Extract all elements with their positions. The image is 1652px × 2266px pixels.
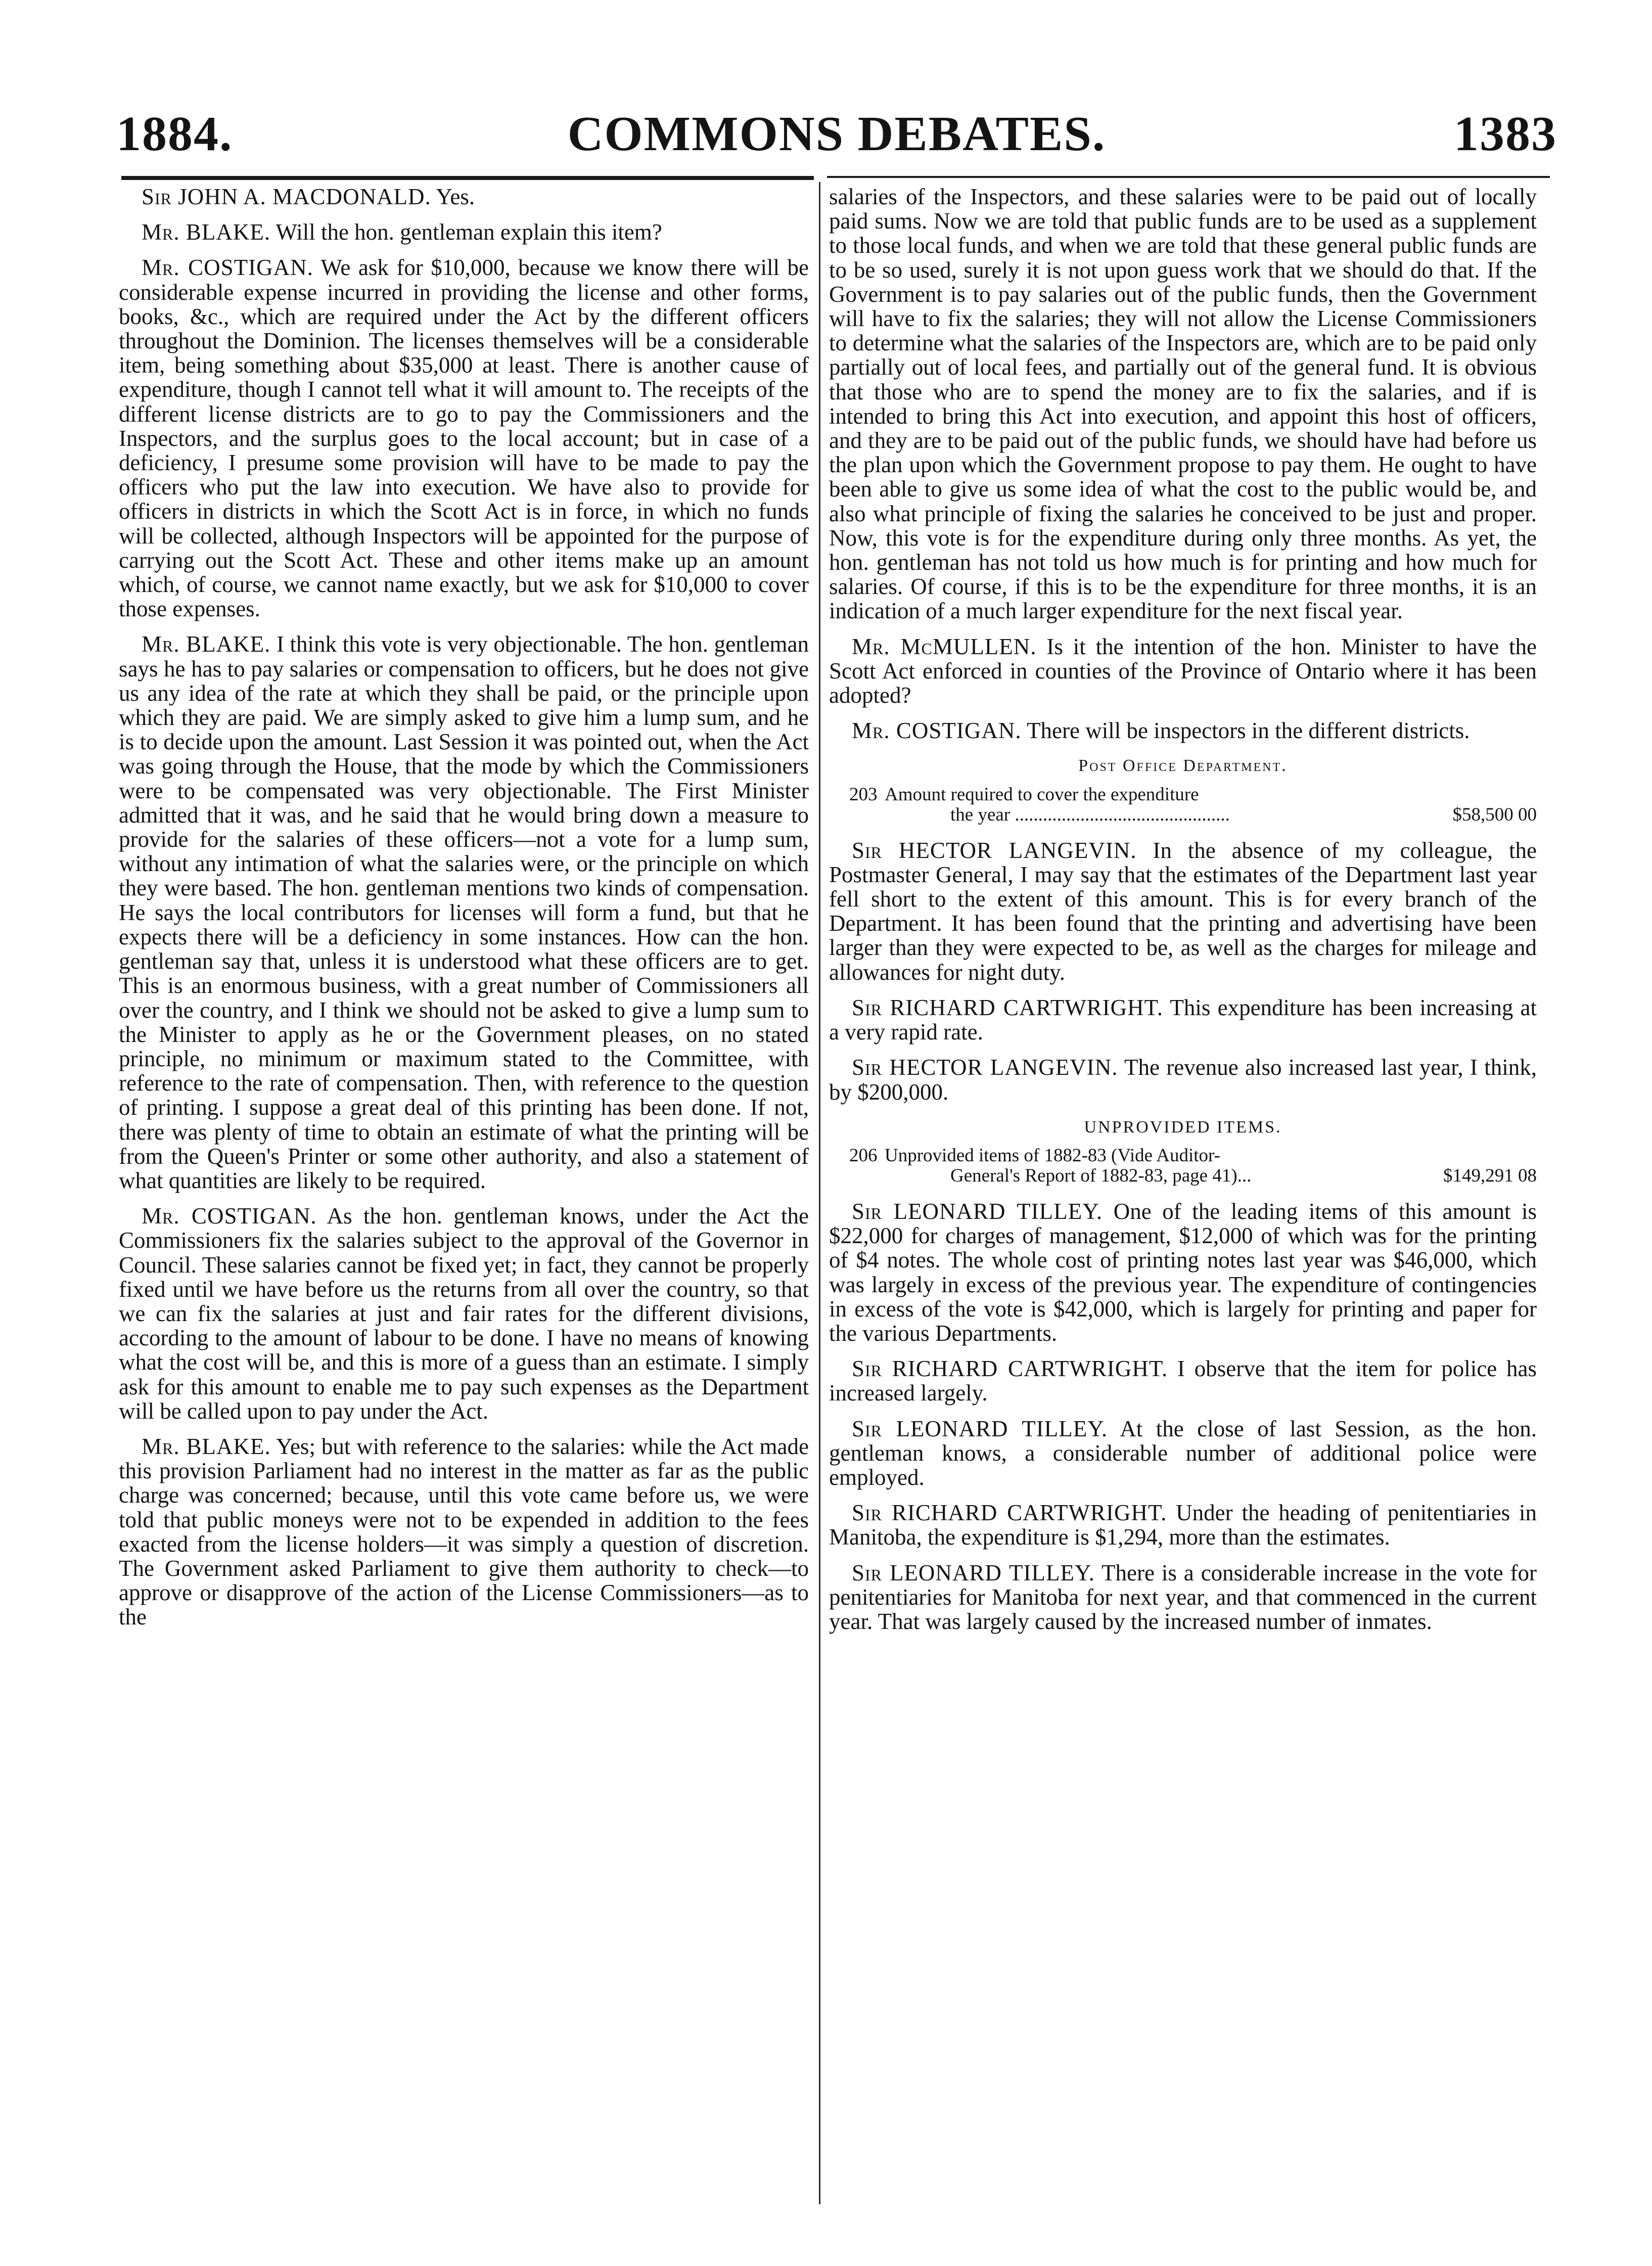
item-description-cont: the year .............................................. $58,500 00	[950, 804, 1537, 825]
speech-text: Under the heading of penitentiaries in Manitoba, the expenditure is $1,294, more than the estimates.	[829, 1500, 1537, 1550]
speech-text: I think this vote is very objectionable. The hon. gentleman says he has to pay salaries or compensation to officers, but he does not give us any idea of the rate at which they shall be paid, or the principle upon which they are paid. We are simply asked to give him a lump sum, and he is to decide upon the amount. Last Session it was pointed out, when the Act was going through the House, that the mode by which the Commissioners were to be compensated was very objectionable. The First Minister admitted that it was, and he said that he would bring down a measure to provide for the salaries of these officers—not a vote for a lump sum, without any intimation of what the salaries were, or the principle on which they were based. The hon. gentleman mentions two kinds of compensation. He says the local contributors for licenses will form a fund, but that he expects there will be a deficiency in some instances. How can the hon. gentleman say that, unless it is understood what these officers are to get. This is an enormous business, with a great number of Commissioners all over the country, and I think we should not be asked to give a lump sum to the Minister to apply as he or the Government pleases, on no stated principle, no minimum or maximum stated to the Committee, with reference to the rate of compensation. Then, with reference to the question of printing. I suppose a great deal of this printing has been done. If not, there was plenty of time to obtain an estimate of what the printing will be from the Queen's Printer or some other authority, and also a statement of what quantities are likely to be required.	[119, 631, 809, 1193]
paragraph	[829, 718, 1537, 743]
section-heading: UNPROVIDED ITEMS.	[1084, 1117, 1282, 1137]
speaker-name: Sir RICHARD CARTWRIGHT.	[852, 1500, 1167, 1526]
item-number: 206	[849, 1145, 878, 1166]
paragraph	[829, 1055, 1537, 1104]
paragraph	[829, 1417, 1537, 1490]
paragraph	[119, 1204, 809, 1423]
speech-text: Yes.	[436, 184, 475, 209]
paragraph	[119, 185, 809, 209]
column-divider	[819, 182, 820, 2204]
speech-text: Yes; but with reference to the salaries: while the Act made this provision Parliament had no interest in the matter as far as the public charge was concerned; because, until this vote came before us, we were told that public moneys were not to be expended in addition to the fees exacted from the license holders—it was simply a question of discretion. The Government asked Parliament to give them authority to check—to approve or disapprove of the action of the License Commissioners—as to the	[119, 1433, 809, 1630]
item-amount: $149,291 08	[1443, 1165, 1537, 1186]
item-description-cont	[885, 1166, 1537, 1186]
speaker-name: Sir RICHARD CARTWRIGHT.	[852, 1356, 1168, 1382]
speech-text: At the close of last Session, as the hon. gentleman knows, a considerable number of additional police were employed.	[829, 1416, 1537, 1490]
paragraph	[119, 220, 809, 244]
header-rule-left	[121, 176, 814, 180]
speaker-name: Mr. BLAKE.	[142, 1433, 271, 1459]
paragraph	[829, 635, 1537, 708]
speaker-name: Mr. BLAKE.	[142, 219, 271, 245]
speaker-name: Sir LEONARD TILLEY.	[852, 1416, 1108, 1441]
estimate-item	[829, 1146, 1537, 1186]
paragraph	[829, 1199, 1537, 1345]
speaker-name: Mr. McMULLEN.	[852, 633, 1037, 659]
speaker-name: Mr. BLAKE.	[142, 631, 271, 657]
speech-text: There is a considerable increase in the vote for penitentiaries for Manitoba for next year, and that commenced in the current year. That was largely caused by the increased number of inmates.	[829, 1560, 1537, 1634]
header-page-number: 1383	[1454, 107, 1557, 161]
speaker-name: Sir HECTOR LANGEVIN.	[852, 837, 1137, 863]
header-title: COMMONS DEBATES.	[567, 107, 1106, 161]
speaker-name: Sir RICHARD CARTWRIGHT.	[852, 994, 1164, 1020]
speech-text: There will be inspectors in the different districts.	[1027, 718, 1470, 744]
item-description: Unprovided items of 1882-83 (Vide Auditor-	[885, 1145, 1220, 1166]
continued-paragraph: salaries of the Inspectors, and these salaries were to be paid out of locally paid sums. Now we are told that public funds are to be used as a supplement to those local funds, and when we are told that these general public funds are to be so used, surely it is not upon guess work that we should do that. If the Government is to pay salaries out of the public funds, then the Government will have to fix the salaries; they will not allow the License Commissioners to determine what the salaries of the Inspectors are, which are to be paid only partially out of local fees, and partially out of the general fund. It is obvious that those who are to spend the money are to fix the salaries, and if is intended to bring this Act into execution, and appoint this host of officers, and they are to be paid out of the public funds, we should have had before us the plan upon which the Government propose to pay them. He ought to have been able to give us some idea of what the cost to the public would be, and also what principle of fixing the salaries he conceived to be just and proper. Now, this vote is for the expenditure during only three months. As yet, the hon. gentleman has not told us how much is for printing and how much for salaries. Of course, if this is to be the expenditure for three months, it is an indication of a much larger expenditure for the next fiscal year.	[829, 184, 1537, 624]
header-rule-right	[827, 176, 1550, 178]
paragraph	[829, 995, 1537, 1044]
item-description-line2: General's Report of 1882-83, page 41)...	[950, 1165, 1252, 1186]
item-number: 203	[849, 784, 878, 805]
paragraph	[829, 1501, 1537, 1549]
speech-text: This expenditure has been increasing at a very rapid rate.	[829, 994, 1537, 1045]
item-description-line2: the year	[950, 804, 1011, 825]
item-amount: $58,500 00	[1452, 804, 1537, 825]
speech-text: One of the leading items of this amount is $22,000 for charges of management, $12,000 of which was for the printing of $4 notes. The whole cost of printing notes last year was $46,000, which was largely in excess of the previous year. The expenditure of contingencies in excess of the vote is $42,000, which is largely for printing and paper for the various Departments.	[829, 1198, 1537, 1346]
page-header	[116, 104, 1557, 169]
speaker-name: Mr. COSTIGAN.	[142, 255, 313, 281]
right-column	[829, 185, 1537, 1645]
item-description: Amount required to cover the expenditure	[885, 784, 1199, 805]
paragraph	[119, 632, 809, 1193]
paragraph	[829, 838, 1537, 984]
estimate-item	[829, 785, 1537, 825]
speaker-name: Sir LEONARD TILLEY.	[852, 1560, 1095, 1585]
speech-text: Is it the intention of the hon. Minister to have the Scott Act enforced in counties of the Province of Ontario where it has been adopted?	[829, 633, 1537, 708]
speech-text: As the hon. gentleman knows, under the Act the Commissioners fix the salaries subject to the approval of the Governor in Council. These salaries cannot be fixed yet; in fact, they cannot be properly fixed until we have before us the returns from all over the country, so that we can fix the salaries at just and fair rates for the different divisions, according to the amount of labour to be done. I have no means of knowing what the cost will be, and this is more of a guess than an estimate. I simply ask for this amount to enable me to pay such expenses as the Department will be called upon to pay under the Act.	[119, 1203, 809, 1424]
header-year: 1884.	[116, 107, 233, 161]
speech-text: Will the hon. gentleman explain this item?	[276, 219, 662, 245]
speaker-name: Sir JOHN A. MACDONALD.	[142, 184, 431, 209]
speech-text: I observe that the item for police has increased largely.	[829, 1356, 1537, 1406]
paragraph	[119, 255, 809, 621]
paragraph	[119, 1434, 809, 1629]
speaker-name: Sir HECTOR LANGEVIN.	[852, 1055, 1118, 1080]
paragraph	[829, 1561, 1537, 1634]
speaker-name: Mr. COSTIGAN.	[142, 1203, 317, 1229]
speech-text: We ask for $10,000, because we know there will be considerable expense incurred in providing the license and other forms, books, &c., which are required under the Act by the different officers throughout the Dominion. The licenses themselves will be a considerable item, being something about $35,000 at least. There is another cause of expenditure, though I cannot tell what it will amount to. The receipts of the different license districts are to go to pay the Commissioners and the Inspectors, and the surplus goes to the local account; but in case of a deficiency, I presume some provision will have to be made to pay the officers who put the law into execution. We have also to provide for officers in districts in which the Scott Act is in force, in which no funds will be collected, although Inspectors will be appointed for the purpose of carrying out the Scott Act. These and other items make up an amount which, of course, we cannot name exactly, but we ask for $10,000 to cover those expenses.	[119, 255, 809, 622]
paragraph	[829, 1356, 1537, 1405]
section-heading: Post Office Department.	[1078, 756, 1288, 776]
left-column	[119, 185, 809, 1641]
speech-text: In the absence of my colleague, the Postmaster General, I may say that the estimates of the Department last year fell short to the extent of this amount. This is for every branch of the Department. It has been found that the printing and advertising have been larger than they were expected to be, as well as the charges for mileage and allowances for night duty.	[829, 837, 1537, 985]
speaker-name: Sir LEONARD TILLEY.	[852, 1198, 1103, 1224]
speech-text: The revenue also increased last year, I think, by $200,000.	[829, 1055, 1537, 1105]
speaker-name: Mr. COSTIGAN.	[852, 718, 1022, 744]
